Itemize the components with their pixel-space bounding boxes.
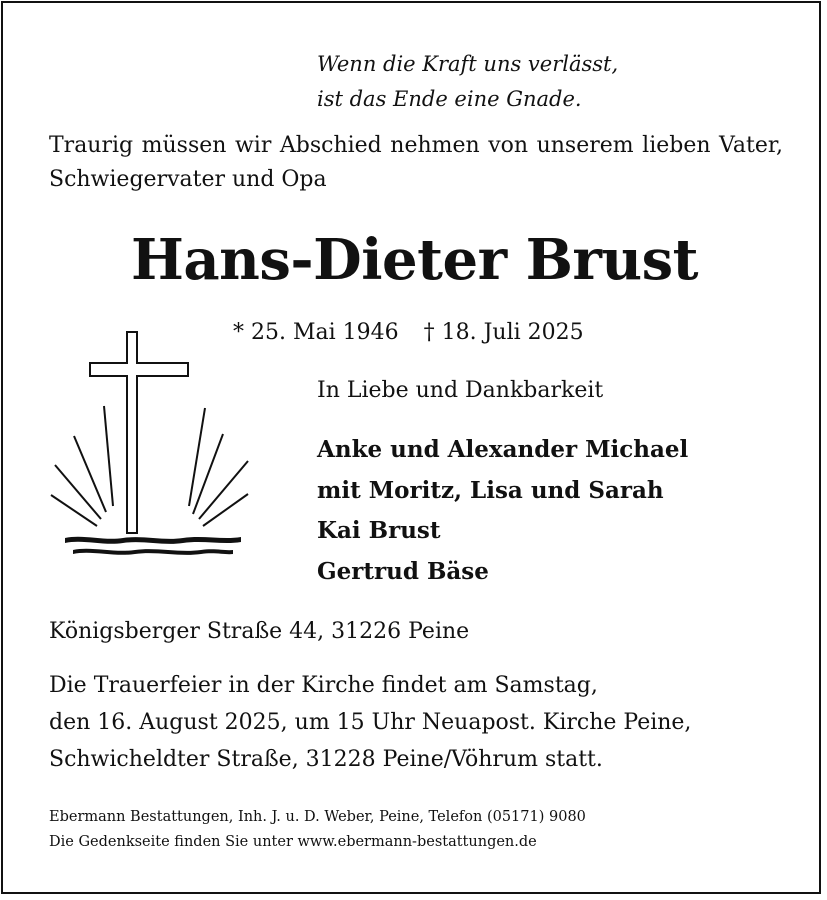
life-dates — [233, 317, 602, 349]
mourner-line: Kai Brust — [317, 517, 441, 544]
undertaker-contact: Ebermann Bestattungen, Inh. J. u. D. Weber, Peine, Telefon (05171) 9080 — [49, 809, 586, 825]
service-line-3: Schwicheldter Straße, 31228 Peine/Vöhrum statt. — [49, 747, 603, 772]
death-date: † 18. Juli 2025 — [423, 320, 584, 345]
mourner-line: mit Moritz, Lisa und Sarah — [317, 476, 664, 504]
obituary-frame — [1, 1, 821, 894]
funeral-service-info — [49, 667, 691, 778]
memorial-page-info: Die Gedenkseite finden Sie unter www.ebermann-bestattungen.de — [49, 834, 537, 850]
motto-line-2: ist das Ende eine Gnade. — [317, 87, 582, 111]
intro-text: Traurig müssen wir Abschied nehmen von unserem lieben Vater, Schwiegervater und Opa — [49, 133, 783, 192]
undertaker-footer — [49, 805, 586, 855]
mourners-list — [317, 430, 688, 592]
mourner-line: Gertrud Bäse — [317, 557, 489, 585]
motto-quote — [317, 47, 618, 117]
cross-sunrise-icon — [43, 328, 263, 563]
dedication-text: In Liebe und Dankbarkeit — [317, 378, 604, 403]
birth-date: * 25. Mai 1946 — [233, 320, 399, 345]
service-line-2: den 16. August 2025, um 15 Uhr Neuapost. Kirche Peine, — [49, 710, 692, 735]
mourner-line: Anke und Alexander Michael — [317, 436, 689, 463]
service-line-1: Die Trauerfeier in der Kirche findet am Samstag, — [49, 673, 598, 698]
motto-line-1: Wenn die Kraft uns verlässt, — [317, 52, 619, 76]
deceased-name: Hans-Dieter Brust — [130, 227, 699, 293]
family-address: Königsberger Straße 44, 31226 Peine — [49, 619, 470, 644]
